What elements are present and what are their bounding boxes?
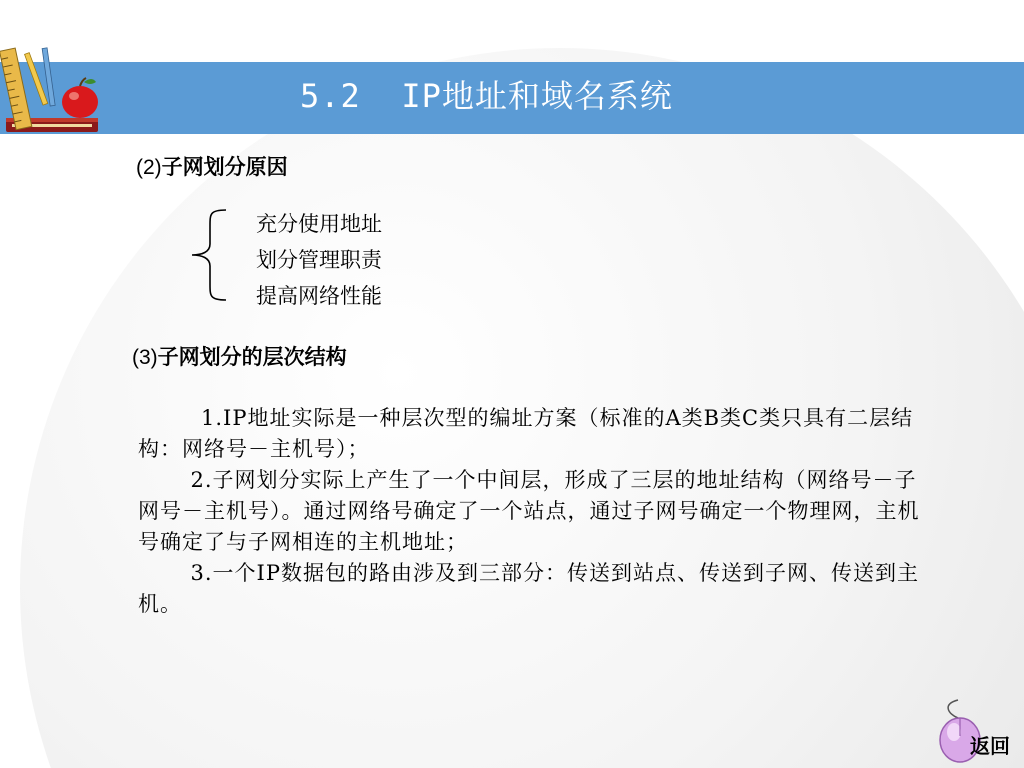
return-button[interactable] (920, 696, 1020, 764)
section-3-title: 子网划分的层次结构 (157, 345, 347, 369)
reason-item: 充分使用地址 (256, 212, 382, 236)
section-3-number: (3) (132, 346, 158, 369)
left-brace-icon (188, 206, 234, 304)
section-2-title: 子网划分原因 (161, 155, 288, 179)
section-2-heading (136, 153, 288, 182)
body-text (138, 403, 938, 620)
reason-list (256, 206, 382, 314)
body-paragraph-3: 3.一个IP数据包的路由涉及到三部分：传送到站点、传送到子网、传送到主机。 (138, 561, 919, 616)
body-paragraph-2: 2.子网划分实际上产生了一个中间层，形成了三层的地址结构（网络号－子网号－主机号）。通过网络号确定了一个站点，通过子网号确定一个物理网，主机号确定了与子网相连的主机地址； (138, 468, 920, 554)
body-paragraph-1: 1.IP地址实际是一种层次型的编址方案（标准的A类B类C类只具有二层结构：网络号－主机号）； (138, 406, 914, 461)
reason-item: 划分管理职责 (256, 248, 382, 272)
ruler-apple-book-icon (0, 40, 110, 135)
reason-item: 提高网络性能 (256, 284, 382, 308)
return-label: 返回 (970, 734, 1010, 758)
slide-title: 5.2 IP地址和域名系统 (300, 77, 673, 115)
section-2-number: (2) (136, 156, 162, 179)
section-3-heading (132, 343, 347, 372)
